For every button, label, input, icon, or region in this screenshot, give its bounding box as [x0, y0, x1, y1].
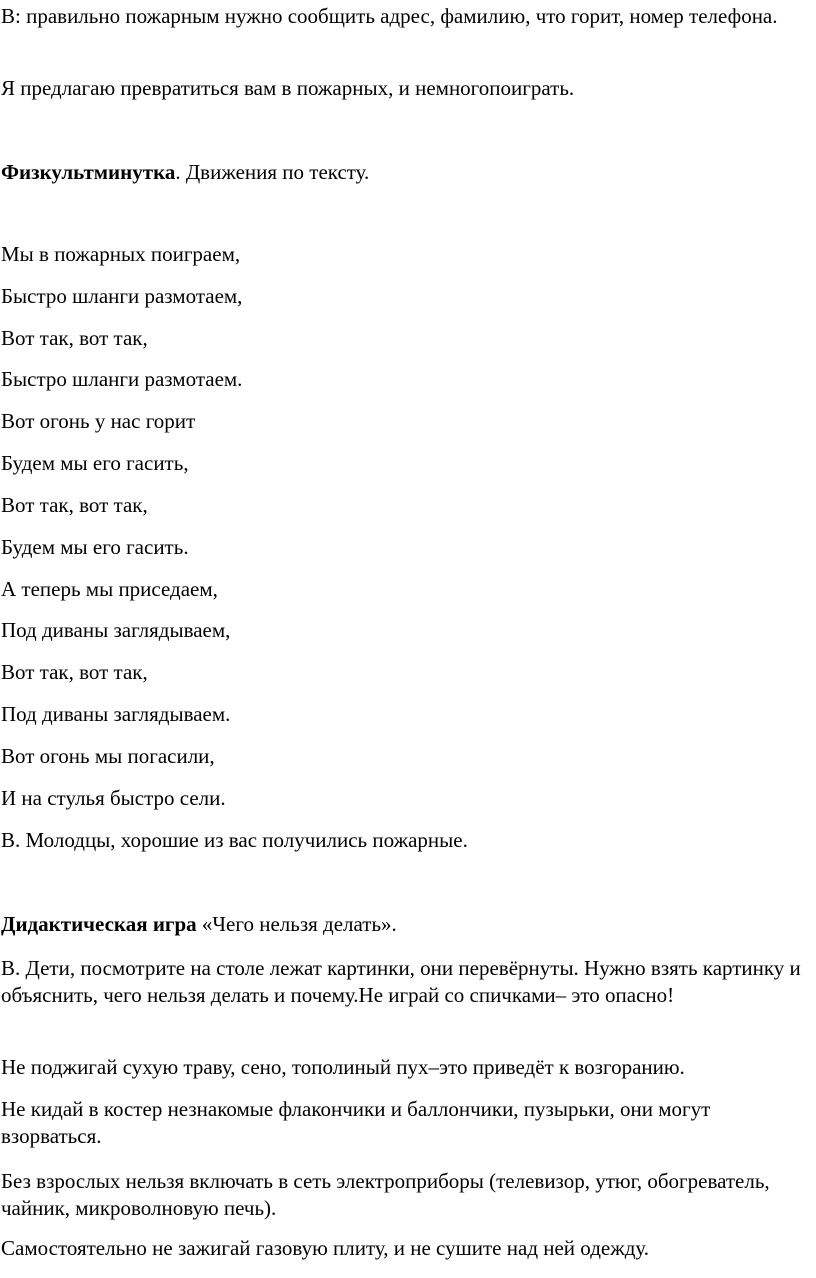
poem-line: Быстро шланги размотаем, — [1, 284, 243, 308]
fizminutka-desc: . Движения по тексту. — [175, 160, 370, 184]
paragraph-invite: Я предлагаю превратиться вам в пожарных, и немногопоиграть. — [1, 76, 575, 100]
poem-line: Вот так, вот так, — [1, 493, 148, 517]
paragraph-rule-grass: Не поджигай сухую траву, сено, тополиный пух–это приведёт к возгоранию. — [1, 1055, 685, 1079]
poem-line: Под диваны заглядываем, — [1, 618, 231, 642]
poem-line: Быстро шланги размотаем. — [1, 367, 243, 391]
poem-line: Вот огонь у нас горит — [1, 409, 196, 433]
poem-line: Вот так, вот так, — [1, 326, 148, 350]
poem-line: Под диваны заглядываем. — [1, 702, 231, 726]
poem-line: Вот так, вот так, — [1, 660, 148, 684]
paragraph-rule-bottles: Не кидай в костер незнакомые флакончики и баллончики, пузырьки, они могут взорваться. — [1, 1097, 711, 1148]
paragraph-fizminutka — [1, 159, 369, 186]
poem-line: Будем мы его гасить, — [1, 451, 189, 475]
paragraph-game-title — [1, 911, 397, 938]
poem-line: Будем мы его гасить. — [1, 535, 189, 559]
game-name: «Чего нельзя делать». — [196, 912, 397, 936]
poem-line: Вот огонь мы погасили, — [1, 744, 215, 768]
fizminutka-heading: Физкультминутка — [1, 160, 176, 184]
paragraph-rule-gas: Самостоятельно не зажигай газовую плиту, и не сушите над ней одежду. — [1, 1236, 650, 1260]
poem-line: А теперь мы приседаем, — [1, 577, 218, 601]
paragraph-game-intro: В. Дети, посмотрите на столе лежат картинки, они перевёрнуты. Нужно взять картинку и объяснить, чего нельзя делать и почему.Не играй со спичками– это опасно! — [1, 956, 801, 1007]
paragraph-rule-appliances: Без взрослых нельзя включать в сеть электроприборы (телевизор, утюг, обогреватель, чайник, микроволновую печь). — [1, 1169, 770, 1220]
poem-line: Мы в пожарных поиграем, — [1, 242, 241, 266]
game-heading: Дидактическая игра — [1, 912, 197, 936]
paragraph-praise: В. Молодцы, хорошие из вас получились пожарные. — [1, 828, 468, 852]
paragraph-address: В: правильно пожарным нужно сообщить адрес, фамилию, что горит, номер телефона. — [1, 4, 778, 28]
poem-line: И на стулья быстро сели. — [1, 786, 226, 810]
